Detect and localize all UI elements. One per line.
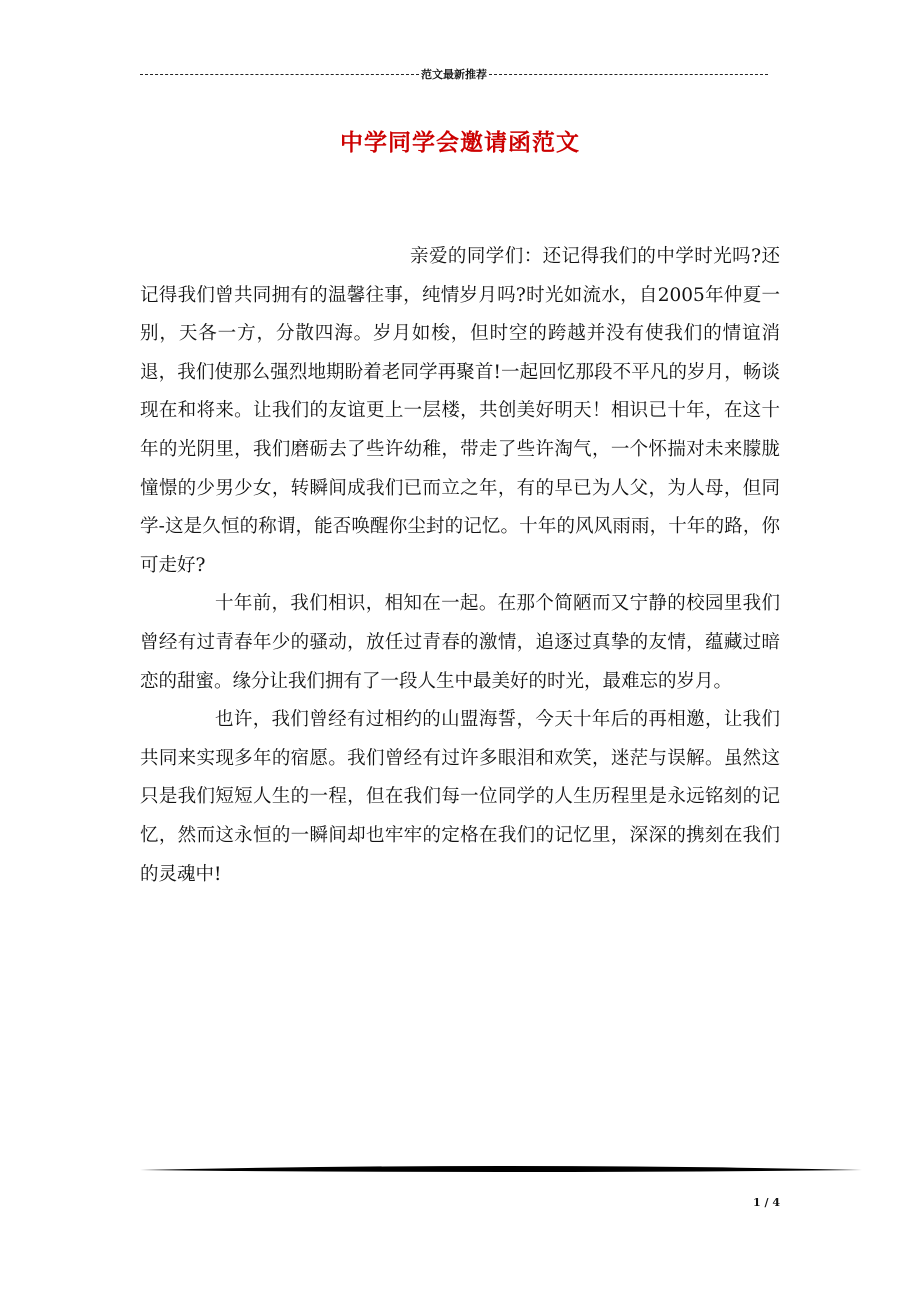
- header-dash-right: [489, 74, 768, 75]
- document-body: [140, 238, 780, 894]
- document-title: 中学同学会邀请函范文: [340, 129, 580, 156]
- header-dash-left: [140, 74, 419, 75]
- paragraph-1: 亲爱的同学们：还记得我们的中学时光吗?还记得我们曾共同拥有的温馨往事，纯情岁月吗?时光如流水，自2005年仲夏一别，天各一方，分散四海。岁月如梭，但时空的跨越并没有使我们的情谊消退，我们使那么强烈地期盼着老同学再聚首!一起回忆那段不平凡的岁月，畅谈现在和将来。让我们的友谊更上一层楼，共创美好明天！相识已十年，在这十年的光阴里，我们磨砺去了些许幼稚，带走了些许淘气，一个怀揣对未来朦胧憧憬的少男少女，转瞬间成我们已而立之年，有的早已为人父，为人母，但同学-这是久恒的称谓，能否唤醒你尘封的记忆。十年的风风雨雨，十年的路，你可走好?: [140, 246, 780, 576]
- paragraph-2: 十年前，我们相识，相知在一起。在那个简陋而又宁静的校园里我们曾经有过青春年少的骚动，放任过青春的激情，追逐过真挚的友情，蕴藏过暗恋的甜蜜。缘分让我们拥有了一段人生中最美好的时光，最难忘的岁月。: [140, 593, 780, 692]
- footer-divider: [140, 1164, 862, 1176]
- header-label: 范文最新推荐: [421, 68, 487, 81]
- paragraph-3: 也许，我们曾经有过相约的山盟海誓，今天十年后的再相邀，让我们共同来实现多年的宿愿。我们曾经有过许多眼泪和欢笑，迷茫与误解。虽然这只是我们短短人生的一程，但在我们每一位同学的人生历程里是永远铭刻的记忆，然而这永恒的一瞬间却也牢牢的定格在我们的记忆里，深深的携刻在我们的灵魂中!: [140, 709, 780, 885]
- page-number: 1 / 4: [753, 1196, 780, 1209]
- page-header: [140, 66, 768, 82]
